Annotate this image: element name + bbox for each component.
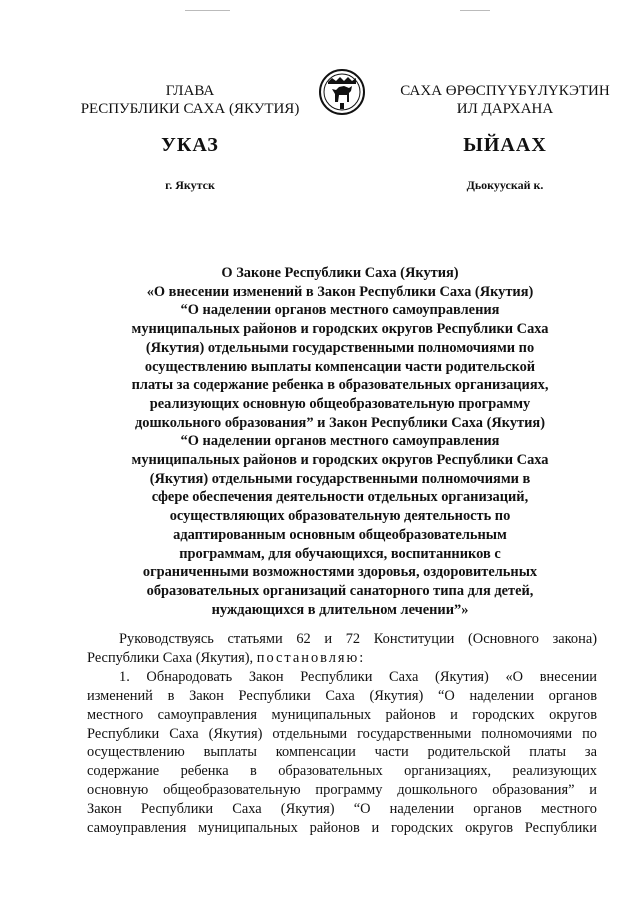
body-line: основную общеобразовательную программу дошкольного образования” и: [87, 782, 597, 799]
header-left-line: ГЛАВА: [165, 83, 215, 99]
title-line: “О наделении органов местного самоуправления: [180, 433, 500, 450]
scan-artifact: [185, 10, 230, 11]
body-text-spaced: постановляю:: [256, 649, 366, 666]
city-left: г. Якутск: [165, 178, 215, 192]
body-line: [87, 649, 597, 668]
title-line: ограниченными возможностями здоровья, оздоровительных: [142, 564, 538, 581]
body-line: местного самоуправления муниципальных районов и городских округов: [87, 706, 597, 723]
title-line: программам, для обучающихся, воспитанников с: [179, 545, 501, 562]
title-line: адаптированным основным общеобразовательным: [173, 526, 507, 543]
decree-body: [87, 630, 597, 838]
title-line: реализующих основную общеобразовательную программу: [149, 395, 531, 412]
coat-of-arms-icon: [318, 68, 366, 116]
body-line: Руководствуясь статьями 62 и 72 Конституции (Основного закона): [119, 631, 597, 647]
body-line: самоуправления муниципальных районов и городских округов Республики: [87, 820, 597, 837]
header-right-line: САХА ӨРӨСПҮҮБҮЛҮКЭТИН: [400, 83, 610, 99]
decree-title: [110, 264, 570, 619]
title-line: дошкольного образования” и Закон Республики Саха (Якутия): [134, 414, 545, 431]
header-left-line: РЕСПУБЛИКИ САХА (ЯКУТИЯ): [80, 101, 300, 117]
title-line: муниципальных районов и городских округов Республики Саха: [131, 452, 549, 469]
title-line: «О внесении изменений в Закон Республики Саха (Якутия): [146, 283, 534, 300]
scan-artifact: [460, 10, 490, 11]
title-line: “О наделении органов местного самоуправления: [180, 302, 500, 319]
body-line: содержание ребенка в образовательных организациях, реализующих: [87, 763, 597, 780]
body-text: Республики Саха (Якутия),: [87, 649, 254, 666]
title-line: О Законе Республики Саха (Якутия): [221, 265, 459, 281]
doc-type-left: УКАЗ: [161, 134, 219, 156]
body-line: 1. Обнародовать Закон Республики Саха (Якутия) «О внесении: [119, 668, 597, 685]
body-line: осуществлению выплаты компенсации части родительской платы за: [87, 744, 597, 761]
doc-type-right: ЫЙААХ: [463, 134, 547, 156]
header-left: [80, 82, 300, 118]
title-line: нуждающихся в длительном лечении”»: [211, 601, 469, 618]
title-line: осуществлению выплаты компенсации части родительской: [144, 358, 536, 375]
body-line: Республики Саха (Якутия) отдельными государственными полномочиями по: [87, 725, 597, 742]
header-right: [390, 82, 620, 118]
title-line: (Якутия) отдельными государственными полномочиями в: [149, 470, 531, 487]
city-right: Дьокуускай к.: [466, 178, 544, 192]
header-right-line: ИЛ ДАРХАНА: [456, 101, 554, 117]
body-line: изменений в Закон Республики Саха (Якутия) “О наделении органов: [87, 687, 597, 704]
title-line: образовательных организаций санаторного типа для детей,: [146, 582, 534, 599]
title-line: осуществляющих образовательную деятельность по: [169, 508, 511, 525]
title-line: муниципальных районов и городских округов Республики Саха: [131, 321, 549, 338]
title-line: сфере обеспечения деятельности отдельных организаций,: [151, 489, 529, 506]
body-line: Закон Республики Саха (Якутия) “О наделении органов местного: [87, 801, 597, 818]
title-line: платы за содержание ребенка в образовательных организациях,: [131, 377, 549, 394]
title-line: (Якутия) отдельными государственными полномочиями по: [145, 339, 535, 356]
